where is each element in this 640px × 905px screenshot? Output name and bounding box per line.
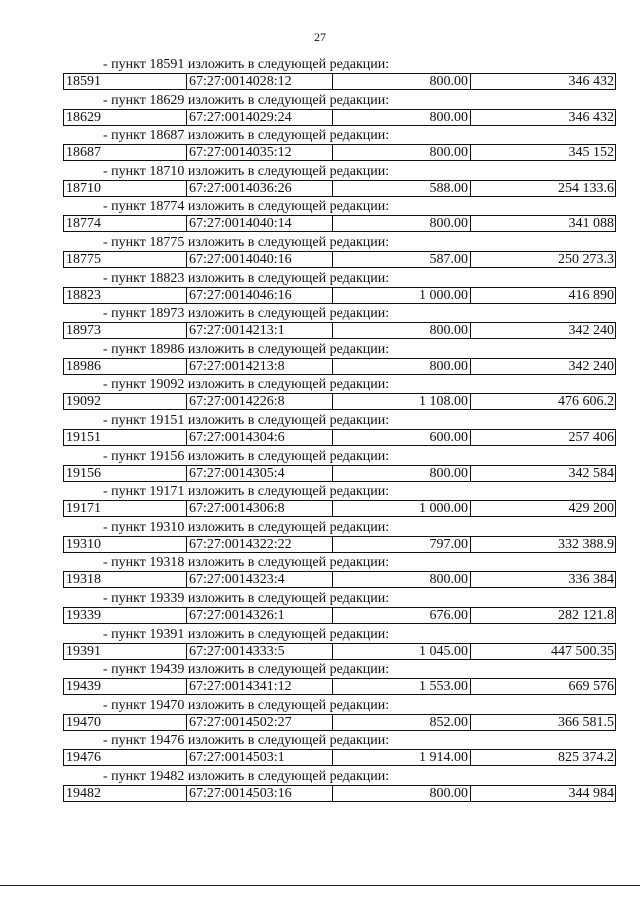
cadastral-value-cell: 332 388.9 xyxy=(558,536,614,552)
cadastral-number-cell: 67:27:0014213:1 xyxy=(187,323,333,338)
table-row xyxy=(63,251,616,268)
area-cell: 800.00 xyxy=(333,359,471,374)
table-row xyxy=(63,322,616,339)
amendment-entry xyxy=(63,483,616,519)
cadastral-value-cell: 250 273.3 xyxy=(558,251,614,267)
amendment-instruction: - пункт 18687 изложить в следующей редакции: xyxy=(103,128,390,144)
cadastral-number-cell: 67:27:0014326:1 xyxy=(187,608,333,623)
item-number-cell: 19339 xyxy=(64,608,187,623)
item-number-cell: 18986 xyxy=(64,359,187,374)
item-number-cell: 19476 xyxy=(64,750,187,765)
amendment-instruction: - пункт 19391 изложить в следующей редакции: xyxy=(103,626,390,642)
area-cell: 800.00 xyxy=(333,466,471,481)
cadastral-number-cell: 67:27:0014502:27 xyxy=(187,715,333,730)
amendment-entry xyxy=(63,448,616,484)
area-cell: 800.00 xyxy=(333,786,471,801)
amendment-entry xyxy=(63,163,616,199)
cadastral-value-cell: 341 088 xyxy=(568,216,614,232)
table-row xyxy=(63,678,616,695)
item-number-cell: 18774 xyxy=(64,216,187,231)
amendment-entry xyxy=(63,198,616,234)
cadastral-number-cell: 67:27:0014503:16 xyxy=(187,786,333,801)
area-cell: 800.00 xyxy=(333,110,471,125)
cadastral-number-cell: 67:27:0014040:16 xyxy=(187,252,333,267)
amendment-instruction: - пункт 18629 изложить в следующей редакции: xyxy=(103,92,390,108)
item-number-cell: 19151 xyxy=(64,430,187,445)
amendment-entry xyxy=(63,412,616,448)
item-number-cell: 18823 xyxy=(64,288,187,303)
amendment-entry xyxy=(63,697,616,733)
area-cell: 1 553.00 xyxy=(333,679,471,694)
area-cell: 800.00 xyxy=(333,323,471,338)
table-row xyxy=(63,144,616,161)
area-cell: 1 045.00 xyxy=(333,644,471,659)
cadastral-number-cell: 67:27:0014213:8 xyxy=(187,359,333,374)
table-row xyxy=(63,500,616,517)
amendment-instruction: - пункт 19482 изложить в следующей редакции: xyxy=(103,768,390,784)
cadastral-number-cell: 67:27:0014306:8 xyxy=(187,501,333,516)
table-row xyxy=(63,714,616,731)
cadastral-number-cell: 67:27:0014036:26 xyxy=(187,181,333,196)
table-row xyxy=(63,465,616,482)
item-number-cell: 18591 xyxy=(64,74,187,89)
area-cell: 676.00 xyxy=(333,608,471,623)
cadastral-value-cell: 669 576 xyxy=(568,679,614,695)
item-number-cell: 18775 xyxy=(64,252,187,267)
amendment-entry xyxy=(63,626,616,662)
table-row xyxy=(63,358,616,375)
item-number-cell: 18710 xyxy=(64,181,187,196)
item-number-cell: 18973 xyxy=(64,323,187,338)
area-cell: 800.00 xyxy=(333,74,471,89)
area-cell: 800.00 xyxy=(333,572,471,587)
amendment-instruction: - пункт 18973 изложить в следующей редакции: xyxy=(103,306,390,322)
area-cell: 588.00 xyxy=(333,181,471,196)
amendment-instruction: - пункт 19151 изложить в следующей редакции: xyxy=(103,412,390,428)
table-row xyxy=(63,785,616,802)
area-cell: 600.00 xyxy=(333,430,471,445)
table-row xyxy=(63,536,616,553)
area-cell: 800.00 xyxy=(333,216,471,231)
item-number-cell: 19482 xyxy=(64,786,187,801)
amendment-instruction: - пункт 18710 изложить в следующей редакции: xyxy=(103,163,390,179)
table-row xyxy=(63,429,616,446)
cadastral-number-cell: 67:27:0014035:12 xyxy=(187,145,333,160)
item-number-cell: 19092 xyxy=(64,394,187,409)
amendment-entry xyxy=(63,270,616,306)
amendment-entry xyxy=(63,768,616,804)
area-cell: 1 000.00 xyxy=(333,288,471,303)
footer-rule xyxy=(0,885,640,886)
item-number-cell: 19171 xyxy=(64,501,187,516)
cadastral-number-cell: 67:27:0014029:24 xyxy=(187,110,333,125)
cadastral-value-cell: 254 133.6 xyxy=(558,180,614,196)
item-number-cell: 19310 xyxy=(64,537,187,552)
amendment-instruction: - пункт 19318 изложить в следующей редакции: xyxy=(103,555,390,571)
amendment-instruction: - пункт 19092 изложить в следующей редакции: xyxy=(103,377,390,393)
area-cell: 587.00 xyxy=(333,252,471,267)
cadastral-value-cell: 282 121.8 xyxy=(558,607,614,623)
item-number-cell: 19318 xyxy=(64,572,187,587)
cadastral-number-cell: 67:27:0014046:16 xyxy=(187,288,333,303)
cadastral-number-cell: 67:27:0014333:5 xyxy=(187,644,333,659)
table-row xyxy=(63,109,616,126)
cadastral-value-cell: 344 984 xyxy=(568,785,614,801)
cadastral-value-cell: 476 606.2 xyxy=(558,394,614,410)
table-row xyxy=(63,749,616,766)
item-number-cell: 19156 xyxy=(64,466,187,481)
amendment-instruction: - пункт 19476 изложить в следующей редакции: xyxy=(103,733,390,749)
amendment-instruction: - пункт 19439 изложить в следующей редакции: xyxy=(103,662,390,678)
area-cell: 1 108.00 xyxy=(333,394,471,409)
amendment-entry xyxy=(63,127,616,163)
cadastral-value-cell: 825 374.2 xyxy=(558,750,614,766)
area-cell: 1 000.00 xyxy=(333,501,471,516)
amendment-instruction: - пункт 18774 изложить в следующей редакции: xyxy=(103,199,390,215)
amendment-entry xyxy=(63,234,616,270)
cadastral-value-cell: 416 890 xyxy=(568,287,614,303)
amendment-instruction: - пункт 19171 изложить в следующей редакции: xyxy=(103,484,390,500)
area-cell: 852.00 xyxy=(333,715,471,730)
cadastral-value-cell: 346 432 xyxy=(568,109,614,125)
cadastral-number-cell: 67:27:0014226:8 xyxy=(187,394,333,409)
item-number-cell: 19391 xyxy=(64,644,187,659)
amendment-list xyxy=(63,56,616,803)
table-row xyxy=(63,215,616,232)
cadastral-value-cell: 345 152 xyxy=(568,145,614,161)
amendment-instruction: - пункт 19470 изложить в следующей редакции: xyxy=(103,697,390,713)
amendment-entry xyxy=(63,92,616,128)
cadastral-number-cell: 67:27:0014028:12 xyxy=(187,74,333,89)
cadastral-value-cell: 257 406 xyxy=(568,429,614,445)
amendment-entry xyxy=(63,732,616,768)
amendment-entry xyxy=(63,519,616,555)
amendment-instruction: - пункт 18591 изложить в следующей редакции: xyxy=(103,57,390,72)
cadastral-value-cell: 447 500.35 xyxy=(551,643,614,659)
table-row xyxy=(63,643,616,660)
amendment-entry xyxy=(63,590,616,626)
amendment-instruction: - пункт 19156 изложить в следующей редакции: xyxy=(103,448,390,464)
cadastral-value-cell: 342 240 xyxy=(568,358,614,374)
page-number: 27 xyxy=(314,30,326,44)
table-row xyxy=(63,73,616,90)
cadastral-number-cell: 67:27:0014503:1 xyxy=(187,750,333,765)
cadastral-value-cell: 366 581.5 xyxy=(558,714,614,730)
item-number-cell: 19470 xyxy=(64,715,187,730)
table-row xyxy=(63,607,616,624)
amendment-instruction: - пункт 19339 изложить в следующей редакции: xyxy=(103,590,390,606)
amendment-instruction: - пункт 18775 изложить в следующей редакции: xyxy=(103,234,390,250)
amendment-entry xyxy=(63,376,616,412)
amendment-entry xyxy=(63,661,616,697)
item-number-cell: 18629 xyxy=(64,110,187,125)
item-number-cell: 18687 xyxy=(64,145,187,160)
cadastral-value-cell: 336 384 xyxy=(568,572,614,588)
table-row xyxy=(63,287,616,304)
cadastral-number-cell: 67:27:0014322:22 xyxy=(187,537,333,552)
cadastral-number-cell: 67:27:0014341:12 xyxy=(187,679,333,694)
amendment-entry xyxy=(63,56,616,92)
amendment-instruction: - пункт 18823 изложить в следующей редакции: xyxy=(103,270,390,286)
cadastral-value-cell: 346 432 xyxy=(568,74,614,89)
cadastral-value-cell: 342 584 xyxy=(568,465,614,481)
amendment-entry xyxy=(63,341,616,377)
area-cell: 800.00 xyxy=(333,145,471,160)
cadastral-value-cell: 342 240 xyxy=(568,323,614,339)
cadastral-value-cell: 429 200 xyxy=(568,501,614,517)
item-number-cell: 19439 xyxy=(64,679,187,694)
amendment-entry xyxy=(63,554,616,590)
area-cell: 797.00 xyxy=(333,537,471,552)
amendment-instruction: - пункт 19310 изложить в следующей редакции: xyxy=(103,519,390,535)
cadastral-number-cell: 67:27:0014323:4 xyxy=(187,572,333,587)
table-row xyxy=(63,571,616,588)
table-row xyxy=(63,393,616,410)
area-cell: 1 914.00 xyxy=(333,750,471,765)
cadastral-number-cell: 67:27:0014305:4 xyxy=(187,466,333,481)
amendment-entry xyxy=(63,305,616,341)
cadastral-number-cell: 67:27:0014040:14 xyxy=(187,216,333,231)
amendment-instruction: - пункт 18986 изложить в следующей редакции: xyxy=(103,341,390,357)
cadastral-number-cell: 67:27:0014304:6 xyxy=(187,430,333,445)
table-row xyxy=(63,180,616,197)
